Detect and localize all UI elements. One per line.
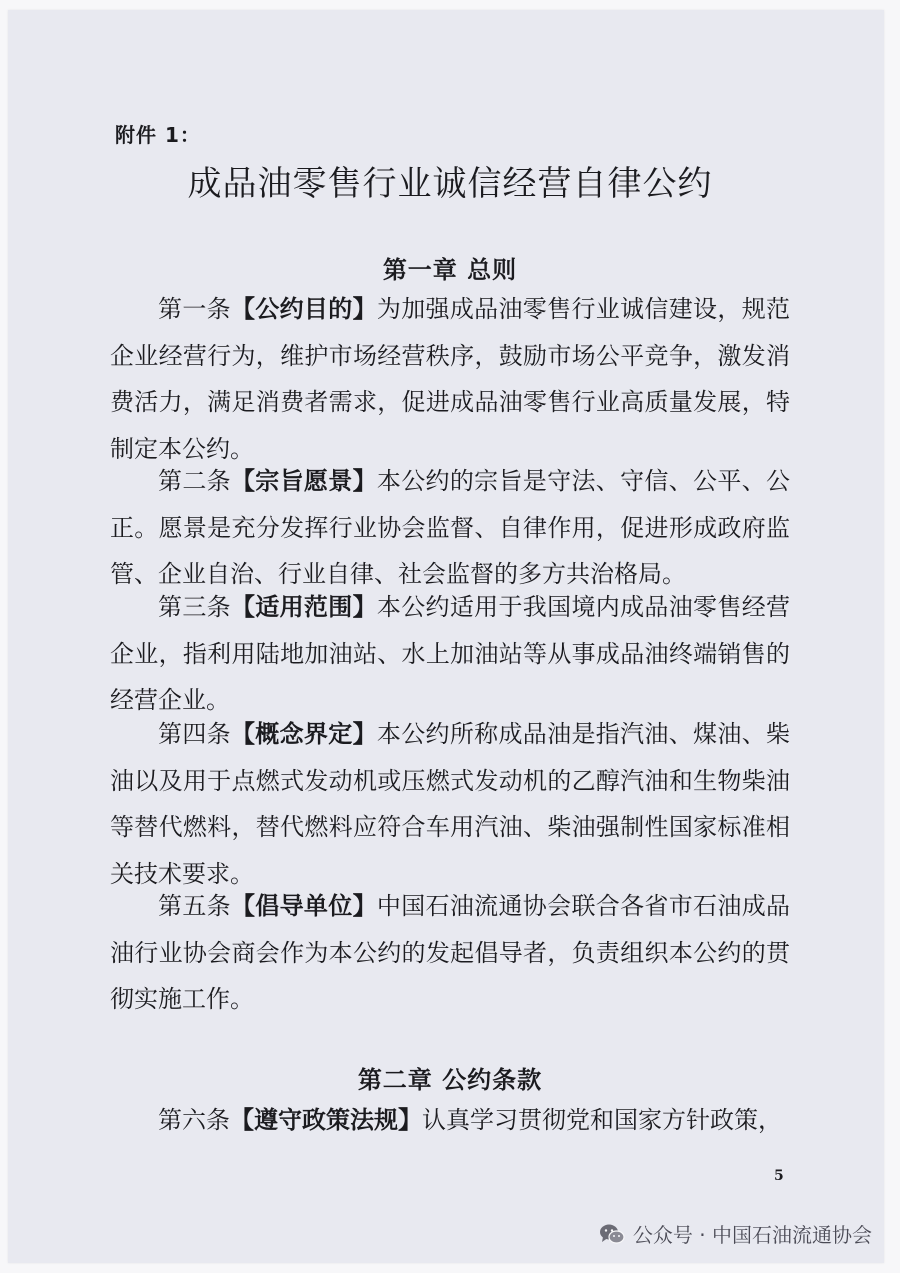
article-title: 【适用范围】 [230,592,377,621]
watermark-text: 公众号 · 中国石油流通协会 [632,1223,872,1247]
article-text: 为加强成品油零售行业诚信建设，规范企业经营行为，维护市场经营秩序，鼓励市场公平竞争，激发消费活力，满足消费者需求，促进成品油零售行业高质量发展，特制定本公约。 [110,295,791,463]
page-number: 5 [774,1168,784,1184]
article-1 [110,286,790,472]
article-number: 第五条 [158,892,231,920]
article-number: 第三条 [158,593,231,621]
article-text: 认真学习贯彻党和国家方针政策， [422,1106,782,1134]
attachment-label: 附件 1： [115,123,201,147]
document-title: 成品油零售行业诚信经营自律公约 [187,164,713,204]
chapter-2-heading: 第二章 公约条款 [357,1065,543,1094]
article-text: 中国石油流通协会联合各省市石油成品油行业协会商会作为本公约的发起倡导者，负责组织本公约的贯彻实施工作。 [110,892,791,1013]
article-6 [110,1097,790,1144]
article-2 [110,458,790,598]
article-title: 【概念界定】 [230,719,377,748]
chapter-1-heading: 第一章 总则 [382,255,518,284]
article-text: 本公约的宗旨是守法、守信、公平、公正。愿景是充分发挥行业协会监督、自律作用，促进形成政府监管、企业自治、行业自律、社会监督的多方共治格局。 [110,467,791,588]
article-title: 【遵守政策法规】 [230,1105,422,1134]
wechat-icon [599,1223,625,1245]
article-number: 第六条 [158,1106,230,1134]
article-5 [110,883,790,1023]
article-text: 本公约适用于我国境内成品油零售经营企业，指利用陆地加油站、水上加油站等从事成品油终端销售的经营企业。 [110,593,791,714]
article-3 [110,584,790,724]
article-title: 【公约目的】 [230,294,377,323]
article-number: 第二条 [158,467,231,495]
article-text: 本公约所称成品油是指汽油、煤油、柴油以及用于点燃式发动机或压燃式发动机的乙醇汽油和生物柴油等替代燃料，替代燃料应符合车用汽油、柴油强制性国家标准相关技术要求。 [110,720,791,888]
article-4 [110,711,790,897]
article-title: 【宗旨愿景】 [230,466,377,495]
article-number: 第四条 [158,720,231,748]
article-number: 第一条 [158,295,231,323]
article-title: 【倡导单位】 [230,891,377,920]
wechat-watermark [599,1219,872,1248]
